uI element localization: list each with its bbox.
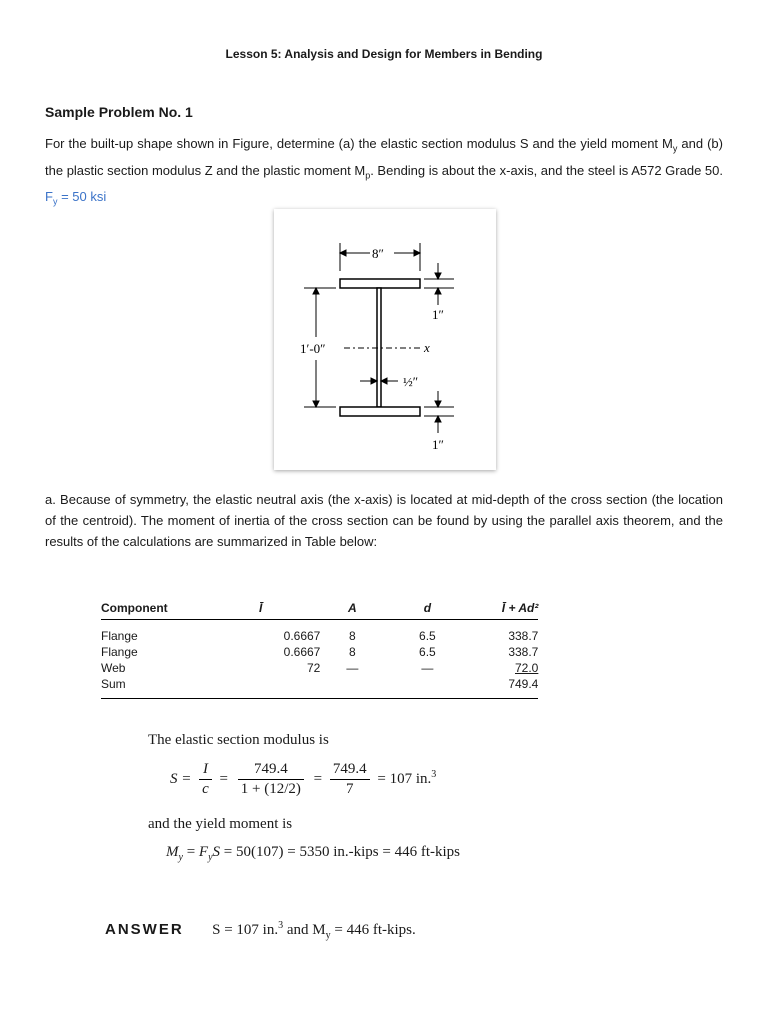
col-i-ad2: Ī + Ad²	[501, 601, 539, 615]
col-component: Component	[101, 601, 168, 615]
depth-label: 1′-0″	[300, 341, 326, 356]
x-axis-label: x	[424, 340, 430, 355]
bottom-flange	[340, 407, 420, 416]
table-row: Flange 0.6667 8 6.5 338.7	[101, 645, 539, 659]
component-table	[101, 597, 538, 699]
yield-stress-value: $F_y = 50$ ksi	[45, 189, 107, 207]
col-d: d	[423, 601, 432, 615]
yield-moment-intro: and the yield moment is	[148, 816, 293, 832]
i-beam-figure	[274, 209, 496, 470]
page-header: Lesson 5: Analysis and Design for Members in Bending	[225, 47, 543, 61]
section-modulus-intro: The elastic section modulus is	[148, 732, 329, 748]
i-beam-drawing	[274, 209, 496, 470]
problem-statement: For the built-up shape shown in Figure, determine (a) the elastic section modulus S and the yield moment $M_y$ and (b) the plastic section modulus Z and the plastic moment $M_p$. Bending is about the x-axis, and the steel is A572 Grade 50. $F_y = 50$ ksi	[45, 136, 723, 207]
web-thickness-label: ½″	[403, 374, 419, 389]
section-modulus-equation: S = $\frac{I}{c}$ = $\frac{749.4}{1 + (12/2)}$ = $\frac{749.4}{7}$ = 107 in.$^3$	[170, 761, 437, 797]
top-flange	[340, 279, 420, 288]
problem-title: Sample Problem No. 1	[45, 104, 193, 120]
bottom-flange-thickness-label: 1″	[432, 437, 444, 452]
table-row: Sum 749.4	[101, 676, 538, 699]
col-a: A	[348, 601, 357, 615]
table-row: Flange 0.6667 8 6.5 338.7	[101, 629, 539, 643]
part-a-text: a. Because of symmetry, the elastic neutral axis (the x-axis) is located at mid-depth of the cross section (the location of the centroid). The moment of inertia of the cross section can be found by using the parallel axis theorem, and the results of the calculations are summarized in Table below:	[45, 492, 723, 549]
answer-text: S = 107 in.$^3$ and $M_y = 446$ ft-kips.	[212, 920, 416, 941]
table-row: Web 72 — — 72.0	[101, 661, 539, 675]
answer-line	[105, 920, 416, 941]
flange-width-label: 8″	[372, 246, 384, 261]
top-flange-thickness-label: 1″	[432, 307, 444, 322]
yield-moment-equation: $M_y = F_yS = 50(107) = 5350$ in.-kips = 446 ft-kips	[166, 844, 460, 863]
answer-label: ANSWER	[105, 921, 184, 938]
col-i: Ī	[259, 601, 263, 615]
